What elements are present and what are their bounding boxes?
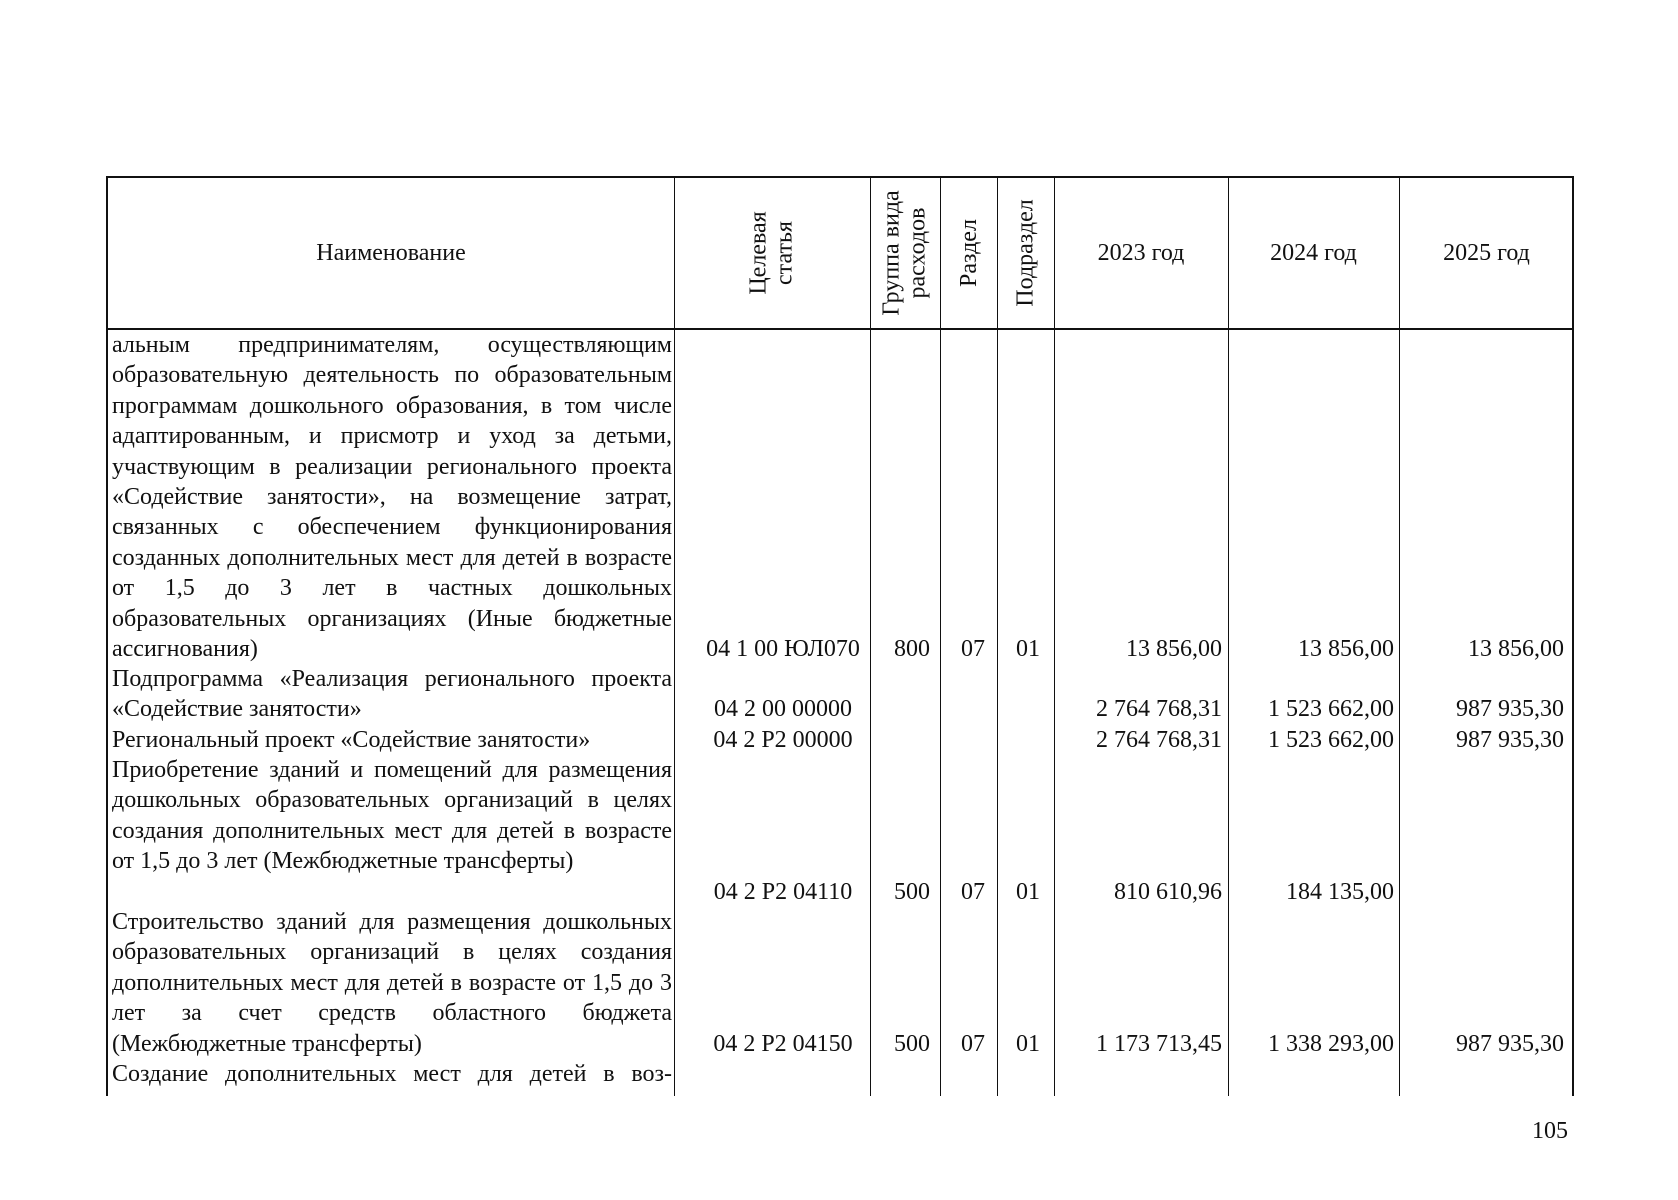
header-podrazdel: Подраздел xyxy=(1012,199,1039,307)
row-target: 04 2 Р2 00000 xyxy=(713,727,853,753)
row-target: 04 2 00 00000 xyxy=(714,696,852,722)
row-name: альным предпринимателям, осуществляющим образовательную деятельность по образовательным программам дошкольного образования, в том числе адаптированным, и присмотр и уход за детьми, участвующим в реализации регионального проекта «Содействие занятости», на возмещение затрат, связанных с обеспечением функционирования созданных дополнительных мест для детей в возрасте от 1,5 до 3 лет в частных дошкольных образовательных организациях (Иные бюджетные ассигнования) xyxy=(112,332,672,663)
row-group: 800 xyxy=(894,636,930,662)
row-2025: 987 935,30 xyxy=(1456,727,1564,753)
row-name: Региональный проект «Содействие занятости» xyxy=(112,727,591,753)
row-group: 500 xyxy=(894,879,930,905)
row-name: Приобретение зданий и помещений для размещения дошкольных образовательных организаций в целях создания дополнительных мест для детей в возрасте от 1,5 до 3 лет (Межбюджетные трансферты) xyxy=(112,757,672,875)
row-name: Создание дополнительных мест для детей в воз- xyxy=(112,1061,672,1087)
row-2023: 1 173 713,45 xyxy=(1096,1031,1222,1057)
row-2025: 13 856,00 xyxy=(1468,636,1564,662)
row-razdel: 07 xyxy=(961,879,985,905)
budget-table xyxy=(106,176,1574,1096)
header-year-2024: 2024 год xyxy=(1270,240,1357,266)
row-razdel: 07 xyxy=(961,636,985,662)
row-podrazdel: 01 xyxy=(1016,636,1040,662)
row-2024: 1 338 293,00 xyxy=(1268,1031,1394,1057)
row-target: 04 2 Р2 04110 xyxy=(713,879,853,905)
row-2025: 987 935,30 xyxy=(1456,1031,1564,1057)
row-podrazdel: 01 xyxy=(1016,879,1040,905)
row-2023: 13 856,00 xyxy=(1126,636,1222,662)
row-podrazdel: 01 xyxy=(1016,1031,1040,1057)
row-2023: 810 610,96 xyxy=(1114,879,1222,905)
header-razdel: Раздел xyxy=(955,219,982,287)
row-target: 04 2 Р2 04150 xyxy=(713,1031,853,1057)
header-name: Наименование xyxy=(316,240,466,266)
header-expense-group: Группа вида расходов xyxy=(879,190,931,316)
row-2024: 1 523 662,00 xyxy=(1268,727,1394,753)
row-2024: 1 523 662,00 xyxy=(1268,696,1394,722)
row-2023: 2 764 768,31 xyxy=(1096,727,1222,753)
row-2024: 184 135,00 xyxy=(1286,879,1394,905)
row-target: 04 1 00 ЮЛ070 xyxy=(706,636,860,662)
row-2024: 13 856,00 xyxy=(1298,636,1394,662)
row-group: 500 xyxy=(894,1031,930,1057)
row-name: Строительство зданий для размещения дошкольных образовательных организаций в целях создания дополнительных мест для детей в возрасте от 1,5 до 3 лет за счет средств областного бюджета (Межбюджетные трансферты) xyxy=(112,909,672,1057)
page-number: 105 xyxy=(1532,1118,1568,1144)
row-2025: 987 935,30 xyxy=(1456,696,1564,722)
header-year-2023: 2023 год xyxy=(1097,240,1185,266)
row-2023: 2 764 768,31 xyxy=(1096,696,1222,722)
header-year-2025: 2025 год xyxy=(1443,240,1530,266)
header-target-article: Целевая статья xyxy=(745,211,798,295)
row-name: Подпрограмма «Реализация регионального проекта «Содействие занятости» xyxy=(112,666,672,723)
row-razdel: 07 xyxy=(961,1031,985,1057)
